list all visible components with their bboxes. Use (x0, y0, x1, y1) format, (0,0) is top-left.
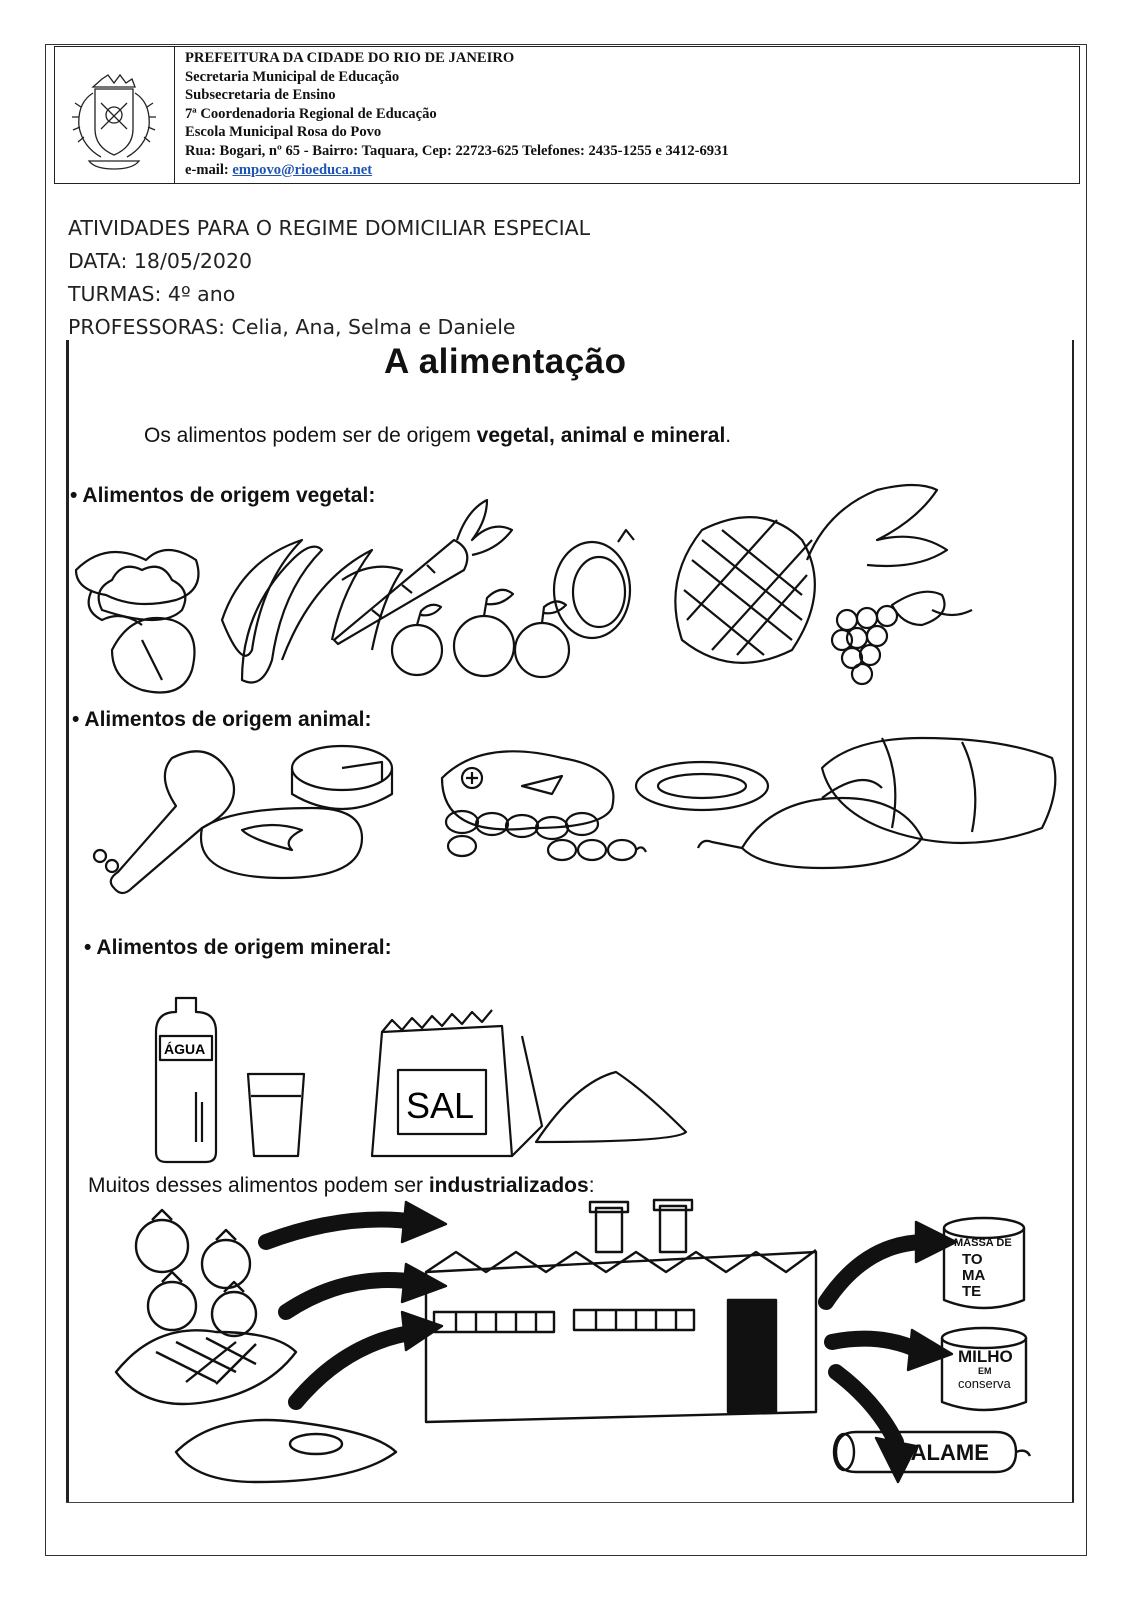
intro-end: . (725, 424, 732, 447)
can-milho-label-1: MILHO (958, 1347, 1013, 1366)
header-email-line (185, 161, 729, 180)
mineral-foods-illustration (136, 992, 696, 1162)
industrialization-illustration (96, 1202, 1046, 1492)
header-address: Rua: Bogari, nº 65 - Bairro: Taquara, Cep: 22723-625 Telefones: 2435-1255 e 3412-6931 (185, 142, 729, 159)
sheet-right-border (1072, 340, 1074, 1503)
salt-bag-label: SAL (406, 1085, 475, 1126)
industrialized-heading (88, 1174, 595, 1198)
intro-bold: vegetal, animal e mineral (476, 424, 726, 447)
worksheet (66, 340, 1074, 1503)
header-secretariat: Secretaria Municipal de Educação (185, 68, 400, 85)
can-massa-label-3: MA (962, 1267, 986, 1284)
letterhead (54, 46, 1080, 184)
info-teachers: PROFESSORAS: Celia, Ana, Selma e Daniele (68, 315, 516, 339)
city-crest-icon (55, 47, 175, 183)
worksheet-title: A alimentação (384, 342, 627, 381)
industrialized-end: : (588, 1174, 595, 1197)
intro-text: Os alimentos podem ser de origem (144, 424, 477, 447)
can-massa-label-1: MASSA DE (954, 1237, 1012, 1249)
header-city-hall: PREFEITURA DA CIDADE DO RIO DE JANEIRO (185, 50, 515, 66)
worksheet-intro (144, 424, 731, 448)
salami-label: SALAME (896, 1440, 989, 1465)
activity-info (68, 212, 590, 344)
can-milho-label-2: EM (978, 1366, 992, 1376)
info-date: DATA: 18/05/2020 (68, 249, 253, 273)
can-massa-label-4: TE (962, 1283, 982, 1300)
industrialized-bold: industrializados (428, 1174, 589, 1197)
water-bottle-label: ÁGUA (164, 1041, 206, 1057)
animal-foods-illustration (82, 738, 1052, 878)
sheet-left-border (66, 340, 69, 1503)
email-label: e-mail: (185, 161, 233, 178)
section-animal-heading: • Alimentos de origem animal: (72, 708, 372, 731)
section-mineral-heading: • Alimentos de origem mineral: (84, 936, 392, 959)
header-subsecretariat: Subsecretaria de Ensino (185, 87, 336, 104)
section-vegetal-heading: • Alimentos de origem vegetal: (70, 484, 376, 507)
can-milho-label-3: conserva (958, 1376, 1011, 1391)
email-link[interactable]: empovo@rioeduca.net (232, 161, 373, 178)
can-massa-label-2: TO (962, 1251, 983, 1268)
info-title: ATIVIDADES PARA O REGIME DOMICILIAR ESPECIAL (68, 216, 591, 240)
header-school: Escola Municipal Rosa do Povo (185, 124, 382, 141)
info-classes: TURMAS: 4º ano (68, 282, 236, 306)
sheet-bottom-border (66, 1502, 1074, 1503)
header-coordination: 7ª Coordenadoria Regional de Educação (185, 105, 437, 122)
vegetal-foods-illustration (72, 490, 1062, 700)
industrialized-text: Muitos desses alimentos podem ser (88, 1174, 429, 1197)
